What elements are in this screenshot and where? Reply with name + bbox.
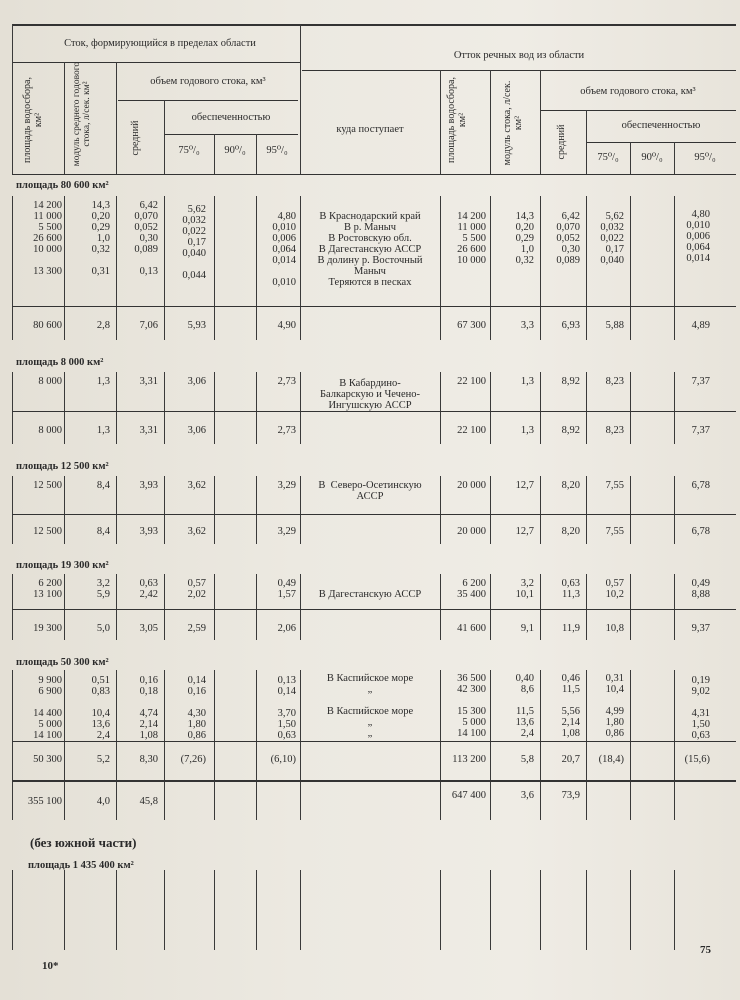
data-cell: 3,62 — [187, 480, 206, 491]
data-cell: 7,55 — [605, 480, 624, 491]
data-cell: 12,7 — [515, 480, 534, 491]
column-rule — [586, 196, 587, 340]
data-cell: 14 200 11 000 5 500 26 600 10 000 — [457, 211, 486, 266]
total-cell: 3,93 — [139, 526, 158, 537]
column-rule — [256, 372, 257, 444]
column-rule — [116, 476, 117, 544]
table-top-rule — [12, 24, 736, 26]
signature-mark: 10* — [42, 960, 59, 972]
column-rule — [490, 574, 491, 640]
data-cell: 8,92 — [561, 376, 580, 387]
area-heading: площадь водосбора, км² — [22, 77, 44, 163]
section-rule — [12, 741, 736, 742]
p95-heading: 95⁰/₀ — [266, 145, 288, 156]
volume-heading: объем годового стока, км³ — [580, 86, 696, 97]
column-rule — [440, 70, 441, 174]
total-cell: 7,06 — [139, 320, 158, 331]
column-rule — [440, 670, 441, 820]
column-rule — [630, 142, 631, 174]
column-rule — [12, 870, 13, 950]
where-heading: куда поступает — [336, 124, 404, 135]
column-rule — [64, 196, 65, 340]
column-rule — [256, 574, 257, 640]
column-rule — [164, 870, 165, 950]
column-rule — [214, 476, 215, 544]
p75-heading: 75⁰/₀ — [178, 145, 200, 156]
column-rule — [674, 870, 675, 950]
destination-cell: В Краснодарский край В р. Маныч В Ростовскую обл. В Дагестанскую АССР В долину р. Восточный Маныч Теряются в песках — [317, 211, 423, 288]
column-rule — [64, 574, 65, 640]
total-cell: 19 300 — [33, 623, 62, 634]
column-rule — [630, 870, 631, 950]
column-rule — [64, 476, 65, 544]
data-cell: 14,3 0,20 0,29 1,0 0,32 — [515, 211, 534, 266]
total-cell: 3,29 — [277, 526, 296, 537]
total-cell: 11,9 — [562, 623, 580, 634]
data-cell: 0,31 10,4 4,99 1,80 0,86 — [605, 673, 624, 739]
data-cell: 5,62 0,032 0,022 0,17 0,040 — [600, 211, 624, 266]
destination-cell: В Каспийское море „ В Каспийское море „ „ — [326, 673, 414, 739]
column-rule — [164, 574, 165, 640]
column-rule — [586, 670, 587, 820]
section-title: площадь 19 300 км² — [16, 560, 109, 571]
section-rule — [12, 609, 736, 610]
probability-heading: обеспеченностью — [621, 120, 701, 131]
total-cell: (6,10) — [270, 754, 296, 765]
column-rule — [300, 476, 301, 544]
total-cell: 1,3 — [520, 425, 534, 436]
grand-total-modulus: 4,0 — [96, 796, 110, 807]
total-cell: 10,8 — [605, 623, 624, 634]
column-rule — [214, 372, 215, 444]
column-rule — [586, 870, 587, 950]
column-rule — [540, 670, 541, 820]
data-cell: 0,49 1,57 — [277, 578, 296, 600]
column-rule — [64, 62, 65, 174]
column-rule — [300, 24, 301, 174]
total-cell: 41 600 — [457, 623, 486, 634]
column-rule — [116, 670, 117, 820]
column-rule — [540, 870, 541, 950]
mean-heading: средний — [130, 120, 141, 156]
section-title: площадь 80 600 км² — [16, 180, 109, 191]
left-group-heading: Сток, формирующийся в пределах области — [64, 38, 256, 49]
column-rule — [164, 100, 165, 174]
p95-heading: 95⁰/₀ — [694, 152, 716, 163]
total-cell: 8,20 — [561, 526, 580, 537]
total-cell: 67 300 — [457, 320, 486, 331]
data-cell: 0,19 9,02 4,31 1,50 0,63 — [691, 675, 710, 741]
column-rule — [164, 670, 165, 820]
column-rule — [674, 574, 675, 640]
column-rule — [540, 476, 541, 544]
column-rule — [116, 574, 117, 640]
column-rule — [64, 372, 65, 444]
column-rule — [300, 870, 301, 950]
total-cell: 113 200 — [452, 754, 486, 765]
total-cell: 2,73 — [277, 425, 296, 436]
total-cell: 8,4 — [96, 526, 110, 537]
volume-heading: объем годового стока, км³ — [150, 76, 266, 87]
data-cell: 7,37 — [691, 376, 710, 387]
modulus-heading: модуль стока, л/сек. км² — [502, 80, 524, 166]
column-rule — [490, 372, 491, 444]
data-cell: 0,14 0,16 4,30 1,80 0,86 — [187, 675, 206, 741]
column-rule — [256, 476, 257, 544]
data-cell: 0,40 8,6 11,5 13,6 2,4 — [515, 673, 534, 739]
section-rule — [12, 306, 736, 307]
column-rule — [214, 574, 215, 640]
column-rule — [440, 870, 441, 950]
total-cell: 7,55 — [605, 526, 624, 537]
column-rule — [674, 372, 675, 444]
probability-heading: обеспеченностью — [191, 112, 271, 123]
section-title: площадь 1 435 400 км² — [28, 860, 134, 871]
p90-heading: 90⁰/₀ — [224, 145, 246, 156]
region-subheading: (без южной части) — [30, 835, 137, 850]
column-rule — [586, 110, 587, 174]
column-rule — [116, 870, 117, 950]
destination-cell: В Кабардино- Балкарскую и Чечено- Ингушскую АССР — [320, 378, 420, 411]
data-cell: 0,13 0,14 3,70 1,50 0,63 — [277, 675, 296, 741]
grand-total-outflow-modulus: 3,6 — [520, 790, 534, 801]
total-cell: 6,78 — [691, 526, 710, 537]
mean-heading: средний — [556, 124, 567, 160]
total-cell: 1,3 — [96, 425, 110, 436]
grand-total-outflow-area: 647 400 — [451, 790, 486, 801]
total-cell: 5,93 — [187, 320, 206, 331]
total-cell: 3,3 — [520, 320, 534, 331]
data-cell: 1,3 — [96, 376, 110, 387]
total-cell: 7,37 — [691, 425, 710, 436]
column-rule — [586, 476, 587, 544]
data-cell: 3,06 — [187, 376, 206, 387]
data-cell: 0,49 8,88 — [691, 578, 710, 600]
data-cell: 0,51 0,83 10,4 13,6 2,4 — [91, 675, 110, 741]
total-cell: (15,6) — [684, 754, 710, 765]
total-cell: 12,7 — [515, 526, 534, 537]
header-rule — [540, 110, 736, 111]
data-cell: 22 100 — [457, 376, 486, 387]
header-rule — [12, 62, 300, 63]
column-rule — [490, 196, 491, 340]
data-cell: 6,78 — [691, 480, 710, 491]
section-title: площадь 8 000 км² — [16, 357, 104, 368]
column-rule — [164, 196, 165, 340]
header-rule — [164, 134, 298, 135]
data-cell: 8,20 — [561, 480, 580, 491]
data-cell: 3,2 10,1 — [515, 578, 534, 600]
column-rule — [490, 670, 491, 820]
column-rule — [674, 476, 675, 544]
data-cell: 2,73 — [277, 376, 296, 387]
column-rule — [12, 476, 13, 544]
total-cell: 3,31 — [139, 425, 158, 436]
column-rule — [116, 372, 117, 444]
column-rule — [630, 574, 631, 640]
total-cell: 5,2 — [96, 754, 110, 765]
column-rule — [116, 62, 117, 174]
area-heading: площадь водосбора, км² — [446, 77, 468, 163]
column-rule — [630, 670, 631, 820]
header-rule — [586, 142, 736, 143]
column-rule — [64, 670, 65, 820]
data-cell: 3,2 5,9 — [96, 578, 110, 600]
total-cell: 9,37 — [691, 623, 710, 634]
column-rule — [586, 574, 587, 640]
data-cell: 4,80 0,010 0,006 0,064 0,014 — [686, 209, 710, 264]
column-rule — [116, 196, 117, 340]
header-bottom-rule — [12, 174, 736, 175]
total-cell: 8 000 — [38, 425, 62, 436]
column-rule — [164, 476, 165, 544]
destination-cell: В Дагестанскую АССР — [318, 589, 422, 600]
total-cell: 2,8 — [96, 320, 110, 331]
data-cell: 8,23 — [605, 376, 624, 387]
data-cell: 12 500 — [33, 480, 62, 491]
total-cell: 3,05 — [139, 623, 158, 634]
section-title: площадь 12 500 км² — [16, 461, 109, 472]
data-cell: 0,57 2,02 — [187, 578, 206, 600]
column-rule — [490, 70, 491, 174]
total-cell: 50 300 — [33, 754, 62, 765]
data-cell: 0,63 2,42 — [139, 578, 158, 600]
column-rule — [300, 196, 301, 340]
data-cell: 0,57 10,2 — [605, 578, 624, 600]
p75-heading: 75⁰/₀ — [597, 152, 619, 163]
column-rule — [540, 196, 541, 340]
column-rule — [440, 574, 441, 640]
section-rule — [12, 514, 736, 515]
column-rule — [214, 670, 215, 820]
total-cell: (18,4) — [598, 754, 624, 765]
column-rule — [490, 870, 491, 950]
total-cell: 22 100 — [457, 425, 486, 436]
data-cell: 6 200 13 100 — [33, 578, 62, 600]
column-rule — [12, 574, 13, 640]
column-rule — [490, 476, 491, 544]
column-rule — [214, 870, 215, 950]
column-rule — [674, 142, 675, 174]
column-rule — [214, 134, 215, 174]
total-cell: 80 600 — [33, 320, 62, 331]
page-number: 75 — [700, 944, 711, 956]
data-cell: 0,46 11,5 5,56 2,14 1,08 — [561, 673, 580, 739]
total-cell: 5,88 — [605, 320, 624, 331]
column-rule — [540, 372, 541, 444]
total-cell: 9,1 — [520, 623, 534, 634]
total-cell: 4,89 — [691, 320, 710, 331]
header-rule — [118, 100, 298, 101]
column-rule — [164, 372, 165, 444]
column-rule — [12, 196, 13, 340]
column-rule — [440, 476, 441, 544]
column-rule — [440, 196, 441, 340]
total-cell: 4,90 — [277, 320, 296, 331]
data-cell: 6,42 0,070 0,052 0,30 0,089 — [556, 211, 580, 266]
column-rule — [300, 574, 301, 640]
right-group-heading: Отток речных вод из области — [453, 50, 585, 61]
data-cell: 36 500 42 300 15 300 5 000 14 100 — [457, 673, 486, 739]
column-rule — [586, 372, 587, 444]
total-cell: 3,06 — [187, 425, 206, 436]
section-rule — [12, 411, 736, 412]
data-cell: 6,42 0,070 0,052 0,30 0,089 0,13 — [134, 200, 158, 277]
data-cell: 5,62 0,032 0,022 0,17 0,040 0,044 — [182, 204, 206, 281]
column-rule — [214, 196, 215, 340]
total-cell: 5,8 — [520, 754, 534, 765]
data-cell: 14,3 0,20 0,29 1,0 0,32 0,31 — [91, 200, 110, 277]
column-rule — [540, 70, 541, 174]
data-cell: 8 000 — [38, 376, 62, 387]
column-rule — [256, 196, 257, 340]
column-rule — [630, 372, 631, 444]
data-cell: 4,80 0,010 0,006 0,064 0,014 0,010 — [272, 211, 296, 288]
column-rule — [64, 870, 65, 950]
total-cell: 5,0 — [96, 623, 110, 634]
column-rule — [12, 670, 13, 820]
column-rule — [256, 134, 257, 174]
total-cell: 3,62 — [187, 526, 206, 537]
column-rule — [674, 670, 675, 820]
column-rule — [630, 196, 631, 340]
total-cell: 2,06 — [277, 623, 296, 634]
total-cell: 6,93 — [561, 320, 580, 331]
data-cell: 3,93 — [139, 480, 158, 491]
data-cell: 3,29 — [277, 480, 296, 491]
column-rule — [256, 870, 257, 950]
total-cell: 20 000 — [457, 526, 486, 537]
grand-total-area: 355 100 — [27, 796, 62, 807]
total-cell: 2,59 — [187, 623, 206, 634]
modulus-heading: модуль среднего годового стока, л/сек. км² — [72, 61, 92, 167]
total-cell: 8,92 — [561, 425, 580, 436]
data-cell: 0,63 11,3 — [561, 578, 580, 600]
destination-cell: В Северо-Осетинскую АССР — [318, 480, 422, 502]
data-cell: 6 200 35 400 — [457, 578, 486, 600]
column-rule — [630, 476, 631, 544]
column-rule — [12, 24, 13, 174]
data-cell: 1,3 — [520, 376, 534, 387]
column-rule — [12, 372, 13, 444]
grand-total-rule — [12, 780, 736, 782]
column-rule — [300, 372, 301, 444]
column-rule — [440, 372, 441, 444]
total-cell: 20,7 — [561, 754, 580, 765]
header-rule — [302, 70, 736, 71]
p90-heading: 90⁰/₀ — [641, 152, 663, 163]
column-rule — [300, 670, 301, 820]
data-cell: 0,16 0,18 4,74 2,14 1,08 — [139, 675, 158, 741]
data-cell: 20 000 — [457, 480, 486, 491]
total-cell: 8,23 — [605, 425, 624, 436]
grand-total-outflow-mean: 73,9 — [561, 790, 580, 801]
column-rule — [256, 670, 257, 820]
section-title: площадь 50 300 км² — [16, 657, 109, 668]
data-cell: 3,31 — [139, 376, 158, 387]
grand-total-mean: 45,8 — [139, 796, 158, 807]
data-cell: 8,4 — [96, 480, 110, 491]
total-cell: (7,26) — [180, 754, 206, 765]
total-cell: 8,30 — [139, 754, 158, 765]
column-rule — [674, 196, 675, 340]
data-cell: 14 200 11 000 5 500 26 600 10 000 13 300 — [33, 200, 62, 277]
total-cell: 12 500 — [33, 526, 62, 537]
column-rule — [540, 574, 541, 640]
data-cell: 9 900 6 900 14 400 5 000 14 100 — [33, 675, 62, 741]
